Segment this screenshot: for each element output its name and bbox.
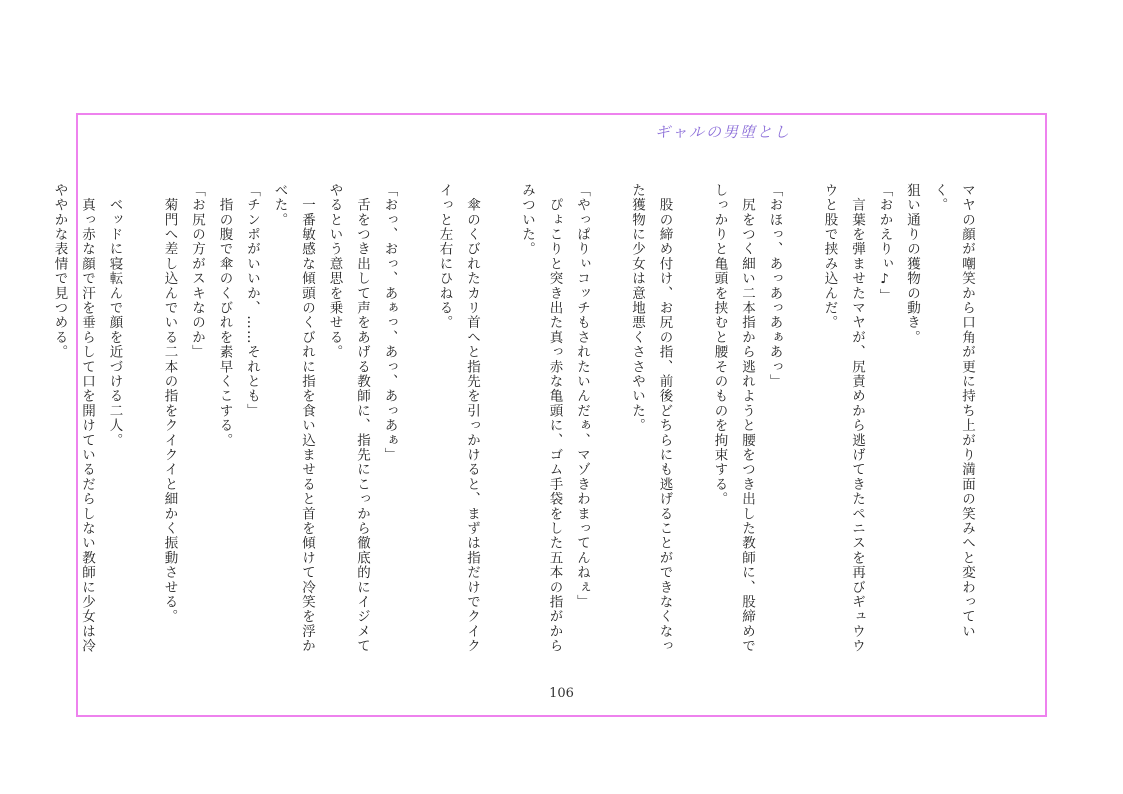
- blank-line: [485, 183, 513, 663]
- paragraph: 狙い通りの獲物の動き。: [904, 183, 920, 345]
- page-number: 106: [549, 686, 574, 701]
- paragraph: ぴょこりと突き出た真っ赤な亀頭に、ゴム手袋をした五本の指がからみついた。: [519, 183, 563, 654]
- paragraph: 股の締め付け、お尻の指、前後どちらにも逃げることができなくなった獲物に少女は意地悪くささやいた。: [629, 183, 673, 654]
- blank-line: [678, 183, 706, 663]
- paragraph: 尻をつく細い二本指から逃れようと腰をつき出した教師に、股締めでしっかりと亀頭を挟むと腰そのものを拘束する。: [711, 183, 755, 654]
- paragraph: ベッドに寝転んで顔を近づける二人。: [106, 183, 123, 448]
- blank-line: [403, 183, 431, 663]
- blank-line: [788, 183, 816, 663]
- paragraph: 舌をつき出して声をあげる教師に、指先にこっから徹底的にイジメてやるという意思を乗せる。: [326, 183, 370, 654]
- paragraph: 一番敏感な傾頭のくびれに指を食い込ませると首を傾けて冷笑を浮かべた。: [271, 183, 315, 654]
- paragraph: 「やっぱりぃコッチもされたいんだぁ、マゾきわまってんねぇ」: [574, 183, 590, 610]
- paragraph: 「おほっ、あっあっあぁあっ」: [766, 183, 783, 389]
- paragraph: 指の腹で傘のくびれを素早くこする。: [216, 183, 233, 448]
- blank-line: [128, 183, 156, 663]
- paragraph: 真っ赤な顔で汗を垂らして口を開けているだらしない教師に少女は冷ややかな表情で見つめる。: [51, 183, 95, 654]
- running-title: ギャルの男堕とし: [655, 123, 792, 141]
- body-text: [51, 183, 980, 663]
- paragraph: 傘のくびれたカリ首へと指先を引っかけると、まずは指だけでクイクイっと左右にひねる。: [436, 183, 480, 654]
- paragraph: マヤの顔が嘲笑から口角が更に持ち上がり満面の笑みへと変わっていく。: [931, 183, 975, 639]
- paragraph: 菊門へ差し込んでいる二本の指をクイクイと細かく振動させる。: [161, 183, 178, 624]
- paragraph: 「おっ、おっ、あぁっ、あっ、あっあぁ」: [381, 183, 398, 463]
- paragraph: 「おかえりぃ♪」: [876, 183, 893, 304]
- blank-line: [595, 183, 623, 663]
- paragraph: 「お尻の方がスキなのか」: [189, 183, 205, 360]
- paragraph: 「チンポがいいか、……それとも」: [244, 183, 260, 419]
- paragraph: 言葉を弾ませたマヤが、尻責めから逃げてきたペニスを再びギュウウウと股で挟み込んだ。: [821, 183, 865, 654]
